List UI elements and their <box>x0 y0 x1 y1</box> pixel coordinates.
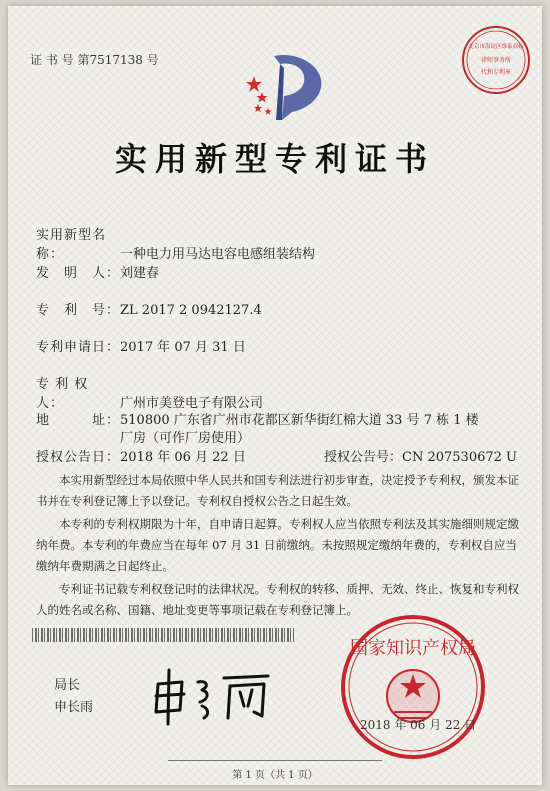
field-name <box>36 224 315 262</box>
field-name-label: 实用新型名称： <box>36 228 107 262</box>
field-patent-number-value: ZL 2017 2 0942127.4 <box>120 303 262 318</box>
director-signature <box>148 666 278 726</box>
field-filing-date-label: 专利申请日： <box>36 340 121 355</box>
field-grant-number <box>324 446 517 465</box>
paragraph-3: 专利证书记载专利权登记时的法律状况。专利权的转移、质押、无效、终止、恢复和专利权人的姓名或名称、国籍、地址变更等事项记载在专利登记簿上。 <box>36 582 519 617</box>
field-filing-date <box>36 336 246 355</box>
footer-divider <box>168 760 382 761</box>
field-patent-number-label: 专 利 号： <box>36 303 121 318</box>
director-name: 申长雨 <box>54 700 94 715</box>
field-address-value-line1: 510800 广东省广州市花都区新华街红棉大道 33 号 7 栋 1 楼 <box>120 413 479 428</box>
official-seal-icon <box>338 612 488 762</box>
barcode-strip <box>32 628 294 642</box>
field-grant-date <box>36 446 246 465</box>
agency-stamp-icon <box>460 24 532 96</box>
field-patentee-value: 广州市美登电子有限公司 <box>120 396 264 411</box>
certificate-number: 证 书 号 第7517138 号 <box>30 53 159 67</box>
agency-stamp-line3: 代和专利章 <box>480 69 512 76</box>
field-patentee-label: 专 利 权 人： <box>36 377 89 411</box>
field-grant-date-label: 授权公告日： <box>36 450 121 465</box>
field-inventor-value: 刘建春 <box>120 266 160 281</box>
field-grant-number-label: 授权公告号： <box>324 450 403 465</box>
seal-date: 2018 年 06 月 22 日 <box>360 718 477 732</box>
field-patent-number <box>36 299 262 318</box>
field-inventor <box>36 262 159 281</box>
official-seal-text: 国家知识产权局 <box>350 638 476 659</box>
director-title: 局长 <box>54 678 81 693</box>
sipo-logo-icon <box>232 46 332 126</box>
paragraph-2: 本专利的专利权期限为十年，自申请日起算。专利权人应当依照专利法及其实施细则规定缴纳年费。本专利的年费应当在每年 07 月 31 日前缴纳。未按照规定缴纳年费的，专利权自应当缴纳年费期满之日起终止。 <box>36 517 519 573</box>
field-inventor-label: 发 明 人： <box>36 266 121 281</box>
certificate-title: 实用新型专利证书 <box>114 140 435 178</box>
field-grant-number-value: CN 207530672 U <box>402 450 517 465</box>
page-footer: 第 1 页（共 1 页） <box>232 770 318 781</box>
agency-stamp-line1: 北京市海淀区维泰商标 <box>468 44 524 50</box>
field-name-value: 一种电力用马达电容电感组装结构 <box>120 247 316 262</box>
field-address-value-line2: 厂房（可作厂房使用） <box>120 431 251 446</box>
paragraph-1: 本实用新型经过本局依照中华人民共和国专利法进行初步审查，决定授予专利权，颁发本证书并在专利登记簿上予以登记。专利权自授权公告之日起生效。 <box>36 473 519 508</box>
field-filing-date-value: 2017 年 07 月 31 日 <box>120 340 246 355</box>
field-grant-date-value: 2018 年 06 月 22 日 <box>120 450 246 465</box>
certificate-page <box>8 6 542 785</box>
field-address <box>36 409 479 428</box>
agency-stamp-line2: 律师事务所 <box>480 57 512 64</box>
field-address-label: 地 址： <box>36 413 121 428</box>
field-patentee <box>36 373 263 411</box>
